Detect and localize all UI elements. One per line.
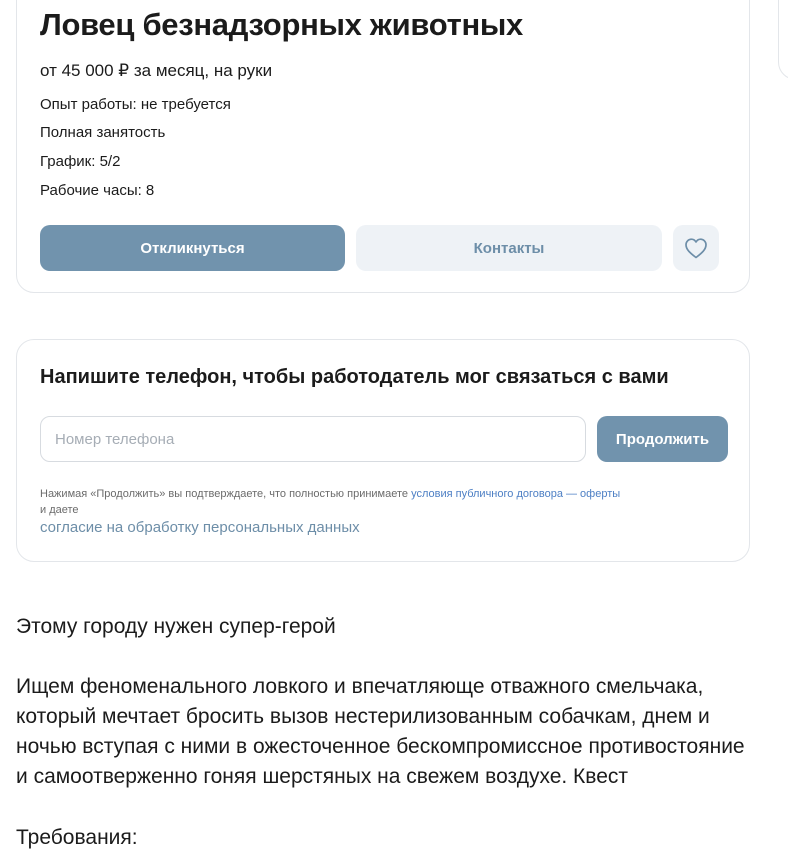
vacancy-title: Ловец безнадзорных животных [40,7,523,42]
vacancy-schedule: График: 5/2 [40,153,121,170]
heart-icon [684,237,708,259]
requirements-label: Требования: [16,826,138,849]
vacancy-employment: Полная занятость [40,124,166,141]
legal-and-text: и даете [40,504,79,516]
vacancy-salary: от 45 000 ₽ за месяц, на руки [40,61,273,80]
phone-heading: Напишите телефон, чтобы работодатель мог связаться с вами [40,366,669,388]
description-heading: Этому городу нужен супер-герой [16,615,336,638]
description-paragraph: Ищем феноменального ловкого и впечатляюще отважного смельчака, который мечтает бросить вызов нестерилизованным собачкам, днем и ночью вступая с ними в ожесточенное бескомпромиссное противостояние и самоотверженно гоняя шерстяных на свежем воздухе. Квест [16,675,745,788]
favorite-button[interactable] [673,225,719,271]
vacancy-hours: Рабочие часы: 8 [40,182,155,199]
legal-text: Нажимая «Продолжить» вы подтверждаете, что полностью принимаете [40,488,409,500]
consent-link[interactable]: согласие на обработку персональных данных [40,519,360,536]
side-card [778,0,788,80]
vacancy-experience: Опыт работы: не требуется [40,96,231,113]
offer-link[interactable]: условия публичного договора — оферты [411,488,621,500]
legal-notice [40,486,730,518]
contacts-button[interactable]: Контакты [356,225,662,271]
phone-input[interactable] [40,416,586,462]
phone-card [16,339,750,562]
vacancy-card [16,0,750,293]
apply-button[interactable]: Откликнуться [40,225,345,271]
continue-button[interactable]: Продолжить [597,416,728,462]
